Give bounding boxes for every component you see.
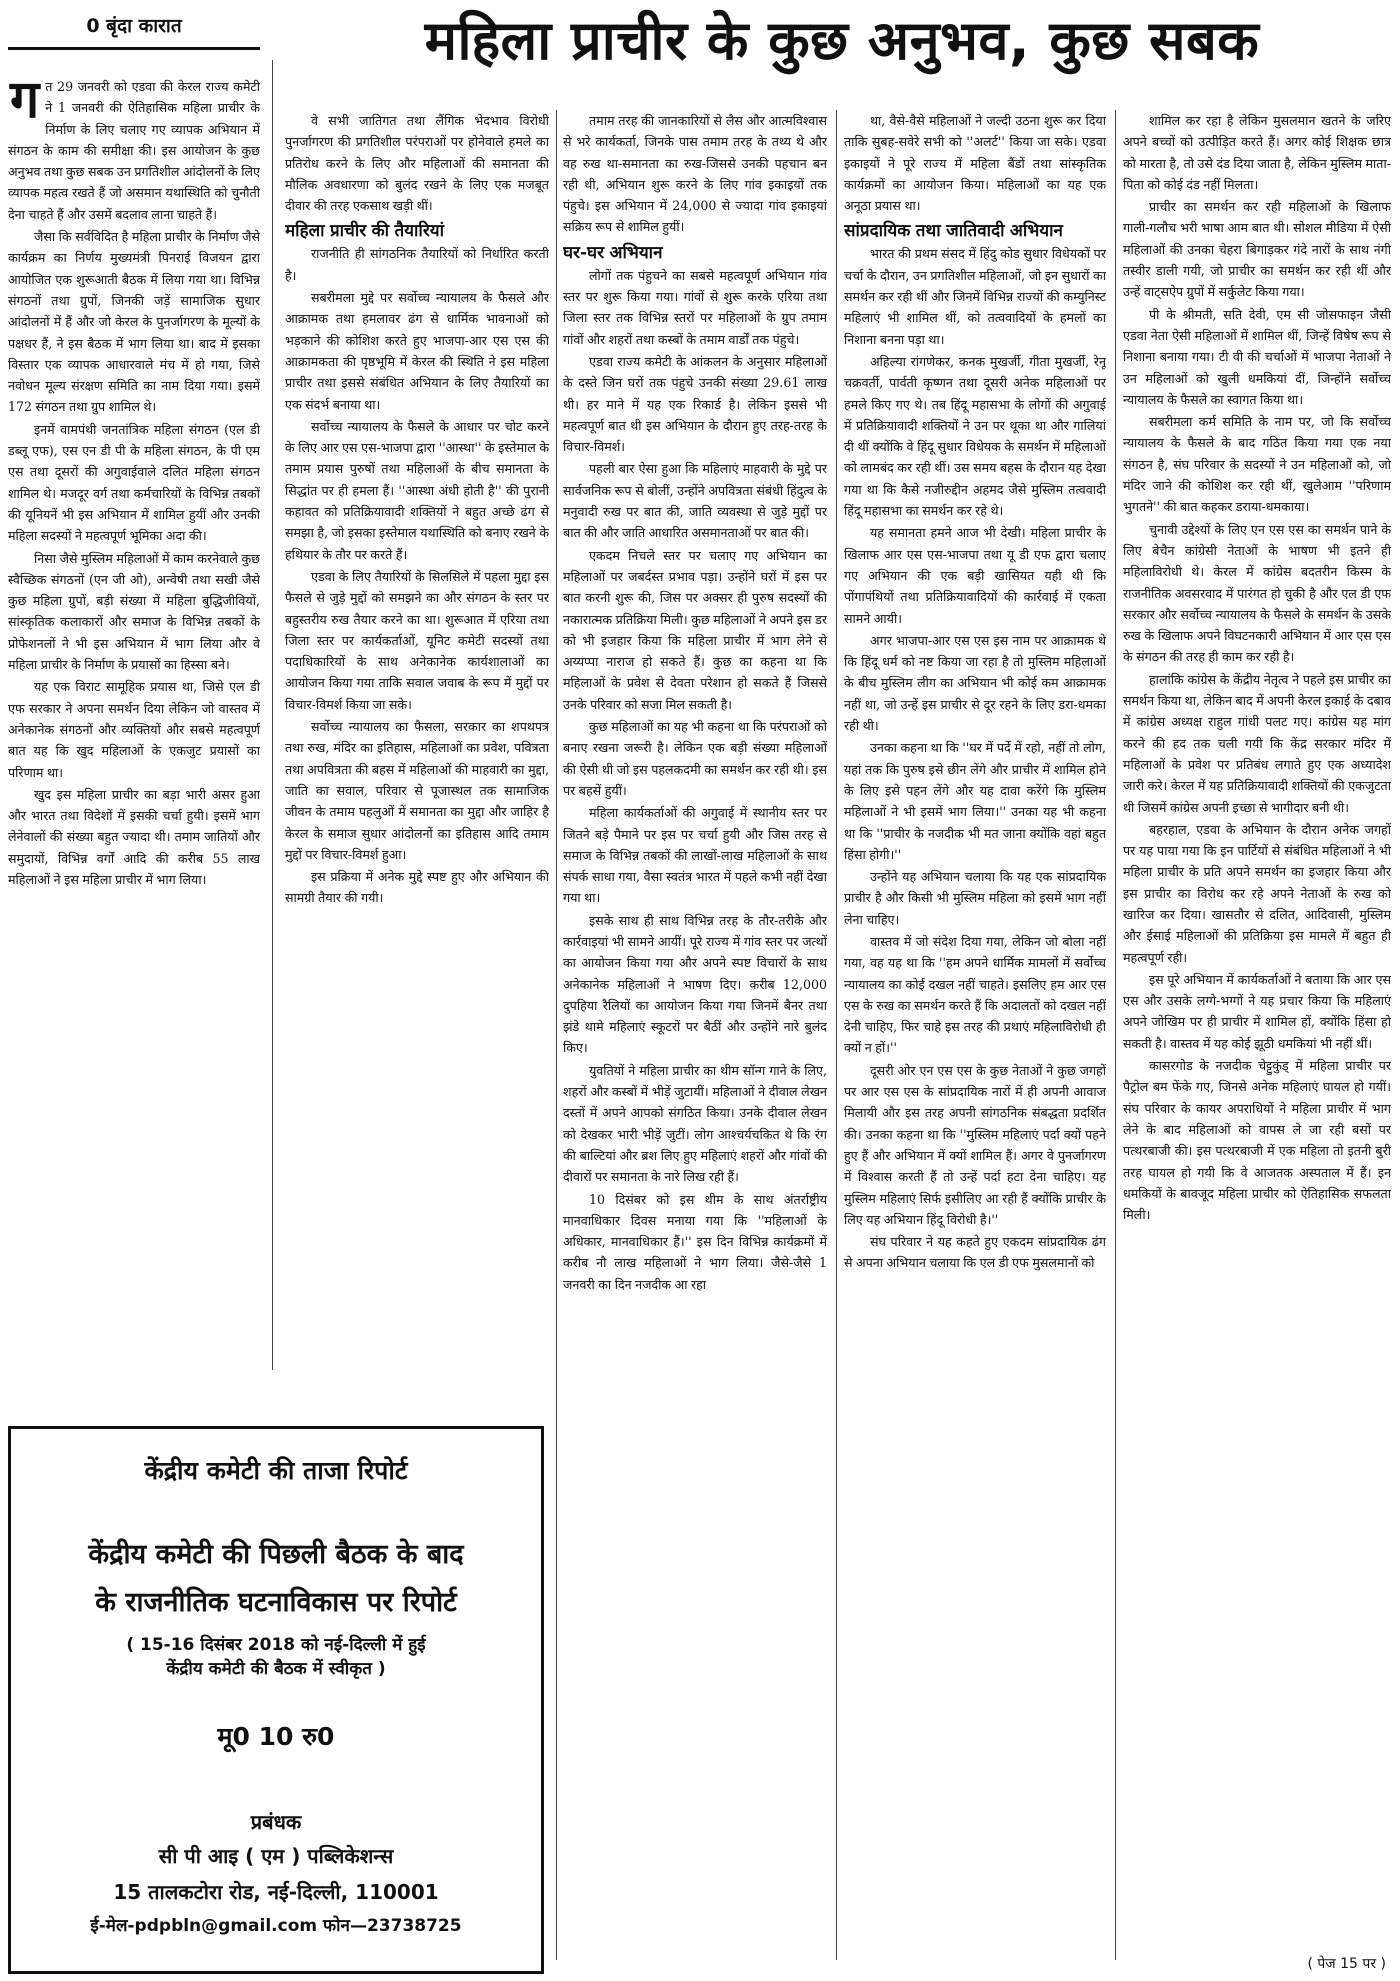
advert-date-line: केंद्रीय कमेटी की बैठक में स्वीकृत ) bbox=[166, 1659, 386, 1679]
paragraph: यह समानता हमने आज भी देखी। महिला प्राचीर के खिलाफ आर एस एस-भाजपा तथा यू डी एफ द्वारा चलाए गए अभियान की एक बड़ी खासियत यही थी कि पोंगापंथियों तथा प्रतिक्रियावादियों की कार्रवाई में एकता सामने आयी। bbox=[844, 525, 1106, 626]
paragraph: चुनावी उद्देश्यों के लिए एन एस एस का समर्थन पाने के लिए बेचैन कांग्रेसी नेताओं के भाषण भी इतने ही महिलाविरोधी थे। केरल में कांग्रेस बदतरीन किस्म के राजनीतिक अवसरवाद में पारंगत हो चुकी है और एल डी एफ सरकार और सर्वोच्च न्यायालय के फैसले के समर्थन के उसके रुख के खिलाफ अपने विघटनकारी अभियान में आर एस एस के संगठन की तरह ही काम कर रही है। bbox=[1123, 521, 1391, 665]
section-subheading: घर-घर अभियान bbox=[563, 242, 663, 263]
paragraph: वास्तव में जो संदेश दिया गया, लेकिन जो बोला नहीं गया, वह यह था कि ''हम अपने धार्मिक मामलों में सर्वोच्च न्यायालय का कोई दखल नहीं चाहते। इसलिए हम आर एस एस के रुख का समर्थन करते हैं कि अदालतों को दखल नहीं देनी चाहिए, फिर चाहे इस तरह की प्रथाएं महिलाविरोधी ही क्यों न हों।'' bbox=[844, 933, 1106, 1056]
article-column-3 bbox=[563, 110, 827, 1980]
paragraph: शामिल कर रहा है लेकिन मुसलमान खतने के जरिए अपने बच्चों को उत्पीड़ित करते हैं। अगर कोई शिक्षक छात्र को मारता है, तो उसे दंड दिया जाता है, लेकिन मुस्लिम माता-पिता को कोई दंड नहीं मिलता। bbox=[1123, 113, 1391, 192]
paragraph: सर्वोच्च न्यायालय के फैसले के आधार पर चोट करने के लिए आर एस एस-भाजपा द्वारा ''आस्था'' के इस्तेमाल के तमाम प्रयास पुरुषों तथा महिलाओं के बीच समानता के सिद्धांत पर ही हमला हैं। ''आस्था अंधी होती है'' की पुरानी कहावत को प्रतिक्रियावादी शक्तियों ने बहुत अच्छे ढंग से समझा है, जो इसका इस्तेमाल यथास्थिति को बनाए रखने के हथियार के तौर पर करते हैं। bbox=[285, 418, 549, 562]
paragraph: पी के श्रीमती, सति देवी, एम सी जोसफाइन जैसी एडवा नेता ऐसी महिलाओं में शामिल थीं, जिन्हें विषेष रूप से निशाना बनाया गया। टी वी की चर्चाओं में भाजपा नेताओं ने उन महिलाओं को खुली धमकियां दीं, जिन्होंने सर्वोच्च न्यायालय के फैसले का स्वागत किया था। bbox=[1123, 306, 1391, 407]
advert-contact: ई-मेल-pdpbln@gmail.com फोन—23738725 bbox=[90, 1916, 462, 1936]
advert-price: मू0 10 रु0 bbox=[217, 1722, 335, 1751]
paragraph: भारत की प्रथम संसद में हिंदु कोड सुधार विधेयकों पर चर्चा के दौरान, उन प्रगतिशील महिलाओं, जो इन सुधारों का समर्थन कर रही थीं और जिनमें विभिन्न राज्यों की कम्युनिस्ट महिलाएं भी शामिल थीं, को तत्ववादियों के हमलों का निशाना बनना पड़ा था। bbox=[844, 246, 1106, 347]
paragraph: इस प्रक्रिया में अनेक मुद्दे स्पष्ट हुए और अभियान की सामग्री तैयार की गयी। bbox=[285, 869, 549, 906]
section-subheading: महिला प्राचीर की तैयारियां bbox=[285, 221, 445, 242]
article-column-4 bbox=[844, 110, 1106, 1980]
paragraph: राजनीति ही सांगठनिक तैयारियों को निर्धारित करती है। bbox=[285, 246, 549, 283]
advert-report-line: केंद्रीय कमेटी की पिछली बैठक के बाद bbox=[88, 1539, 464, 1570]
paragraph: इनमें वामपंथी जनतांत्रिक महिला संगठन (एल डी डब्लू एफ), एस एन डी पी के महिला संगठन, के पी एम एस तथा दूसरों की अगुवाईवाले दलित महिला संगठन शामिल थे। मजदूर वर्ग तथा कर्मचारियों के विभिन्न तबकों की यूनियनें भी इस अभियान में शामिल हुयीं और उनकी महिला सदस्यों ने महत्वपूर्ण भूमिका अदा की। bbox=[8, 421, 260, 544]
paragraph: कुछ महिलाओं का यह भी कहना था कि परंपराओं को बनाए रखना जरूरी है। लेकिन एक बड़ी संख्या महिलाओं की ऐसी थी जो इस पहलकदमी का समर्थन कर रही थी। इस पर बहसें हुयीं। bbox=[563, 719, 827, 798]
paragraph: इस पूरे अभियान में कार्यकर्ताओं ने बताया कि आर एस एस और उसके लग्गे-भग्गों ने यह प्रचार किया कि महिलाएं अपने जोखिम पर ही प्राचीर में शामिल हों, क्योंकि हिंसा हो सकती है। वास्तव में यह कोई झूठी धमकियां भी नहीं थीं। bbox=[1123, 971, 1391, 1051]
section-subheading: सांप्रदायिक तथा जातिवादी अभियान bbox=[844, 221, 1063, 242]
continued-on-page: ( पेज 15 पर ) bbox=[1307, 1956, 1386, 1972]
paragraph: यह एक विराट सामूहिक प्रयास था, जिसे एल डी एफ सरकार ने अपना समर्थन दिया लेकिन जो वास्तव में अनेकानेक संगठनों और व्यक्तियों और सबसे महत्वपूर्ण बात यह कि खुद महिलाओं के एकजुट प्रयासों का परिणाम था। bbox=[8, 679, 260, 780]
advert-date-note bbox=[11, 1633, 541, 1681]
paragraph: अगर भाजपा-आर एस एस इस नाम पर आक्रामक थे कि हिंदू धर्म को नष्ट किया जा रहा है तो मुस्लिम महिलाओं के बीच मुस्लिम लीग का अभियान भी कोई कम आक्रामक नहीं था, जो उन्हें इस प्राचीर से दूर रहने के लिए डरा-धमका रही थी। bbox=[844, 632, 1106, 734]
paragraph: कासरगोड के नजदीक चेट्टुकुंड् में महिला प्राचीर पर पैट्रोल बम फेंके गए, जिनसे अनेक महिलाएं घायल हो गयीं। संघ परिवार के कायर अपराधियों ने महिला प्राचीर में भाग लेने के बाद महिलाओं को वापस ले जा रही बसों पर पत्थरबाजी की। इस पत्थरबाजी में एक महिला तो इतनी बुरी तरह घायल हो गयी कि वे आजतक अस्पताल में हैं। इन धमकियों के बावजूद महिला प्राचीर को ऐतिहासिक सफलता मिली। bbox=[1123, 1058, 1391, 1223]
paragraph: एडवा राज्य कमेटी के आंकलन के अनुसार महिलाओं के दस्ते जिन घरों तक पंहुचे उनकी संख्या 29.61 लाख थी। हर माने में यह एक रिकार्ड है। लेकिन इससे भी महत्वपूर्ण बात थी इस अभियान के दौरान हुए तरह-तरह के विचार-विमर्श। bbox=[563, 353, 827, 455]
paragraph: गत 29 जनवरी को एडवा की केरल राज्य कमेटी ने 1 जनवरी की ऐतिहासिक महिला प्राचीर के निर्माण के लिए चलाए गए व्यापक अभियान में संगठन के काम की समीक्षा की। इस आयोजन के कुछ अनुभव तथा कुछ सबक उन प्रगतिशील आंदोलनों के लिए व्यापक महत्व रखते हैं जो असमान यथास्थिति को चुनौती देना चाहते हैं और उसमें बदलाव लाना चाहते हैं। bbox=[8, 76, 260, 222]
article-headline: महिला प्राचीर के कुछ अनुभव, कुछ सबक bbox=[424, 9, 1260, 72]
paragraph: अहिल्या रांगणेकर, कनक मुखर्जी, गीता मुखर्जी, रेनू चक्रवर्ती, पार्वती कृष्णन तथा दूसरी अनेक महिलाओं पर हमले किए गए थे। तब हिंदू महासभा के लोगों की अगुवाई में प्रतिक्रियावादी शक्तियों ने उन पर थूका था और गालियां दी थीं क्योंकि वे हिंदू सुधार विधेयक के समर्थन में महिलाओं को लामबंद कर रही थीं। उस समय बहस के दौरान यह देखा गया था कि कैसे नजीरुद्दीन अहमद जैसे मुस्लिम तत्ववादी हिंदू महासभा का समर्थन कर रहे थे। bbox=[844, 353, 1106, 519]
advert-address: 15 तालकटोरा रोड, नई-दिल्ली, 110001 bbox=[113, 1880, 439, 1904]
advert-manager bbox=[11, 1805, 541, 1873]
paragraph: बहरहाल, एडवा के अभियान के दौरान अनेक जगहों पर यह पाया गया कि इन पार्टियों से संबंधित महिलाओं ने भी महिला प्राचीर के प्रति अपने समर्थन का इजहार किया और इस प्राचीर का विरोध कर रहे अपने नेताओं के रुख को खारिज कर दिया। खासतौर से दलित, आदिवासी, मुस्लिम और ईसाई महिलाओं की प्रतिक्रिया इस मामले में बहुत ही महत्वपूर्ण रही। bbox=[1123, 821, 1391, 965]
drop-cap: ग bbox=[10, 76, 40, 130]
paragraph: तमाम तरह की जानकारियों से लैस और आत्मविश्वास से भरे कार्यकर्ता, जिनके पास तमाम तरह के तथ्य थे और वह रुख था-समानता का रुख-जिससे उनकी पहचान बन रही थी, अभियान शुरू करने के लिए गांव इकाइयों तक पंहुचे। इस अभियान में 24,000 से ज्यादा गांव इकाइयां सक्रिय रूप से शामिल हुयीं। bbox=[563, 113, 827, 235]
paragraph: इसके साथ ही साथ विभिन्न तरह के तौर-तरीके और कार्रवाइयां भी सामने आयीं। पूरे राज्य में गांव स्तर पर जत्थों का आयोजन किया गया और अपने स्पष्ट विचारों के साथ अनेकानेक महिलाओं ने भाषण दिए। करीब 12,000 दुपहिया रैलियों का आयोजन किया गया जिनमें बैनर तथा झंडे थामे महिलाएं स्कूटरों पर बैठीं और उन्होंने नारे बुलंद किए। bbox=[563, 912, 827, 1056]
advert-report-line: के राजनीतिक घटनाविकास पर रिपोर्ट bbox=[95, 1587, 457, 1618]
advert-date-line: ( 15-16 दिसंबर 2018 को नई-दिल्ली में हुई bbox=[126, 1635, 426, 1655]
paragraph: लोगों तक पंहुचने का सबसे महत्वपूर्ण अभियान गांव स्तर पर शुरू किया गया। गांवों से शुरू करके एरिया तथा जिला स्तर तक विभिन्न स्तरों पर महिलाओं के ग्रुप तमाम गांवों और शहरों तथा कस्बों के तमाम वार्डों तक पंहुचे। bbox=[563, 267, 827, 347]
paragraph: खुद इस महिला प्राचीर का बड़ा भारी असर हुआ और भारत तथा विदेशों में इसकी चर्चा हुयी। इसमें भाग लेनेवालों की संख्या बहुत ज्यादा थी। तमाम जातियों और समुदायों, विभिन्न वर्गों आदि की करीब 55 लाख महिलाओं ने इस महिला प्राचीर में भाग लिया। bbox=[8, 786, 260, 887]
paragraph: था, वैसे-वैसे महिलाओं ने जल्दी उठना शुरू कर दिया ताकि सुबह-सवेरे सभी को ''अलर्ट'' किया जा सके। एडवा इकाइयों ने पूरे राज्य में महिला बैंडों तथा सांस्कृतिक कार्यक्रमों का आयोजन किया। महिलाओं का यह एक अनूठा प्रयास था। bbox=[844, 113, 1106, 214]
paragraph: सर्वोच्च न्यायालय का फैसला, सरकार का शपथपत्र तथा रुख, मंदिर का इतिहास, महिलाओं का प्रवेश, पवित्रता तथा अपवित्रता की बहस में महिलाओं की माहवारी का मुद्दा, जाति का सवाल, परिवार से पूजास्थल तक सामाजिक जीवन के तमाम पहलुओं में समानता का मुद्दा और जाहिर है केरल के समाज सुधार आंदोलनों का इतिहास आदि तमाम मुद्दों पर विचार-विमर्श हुआ। bbox=[285, 719, 549, 862]
advert-report-title bbox=[11, 1531, 541, 1627]
column-rule bbox=[836, 110, 837, 1960]
paragraph: निसा जैसे मुस्लिम महिलाओं में काम करनेवाले कुछ स्वैच्छिक संगठनों (एन जी ओ), अन्वेषी तथा सखी जैसे कुछ महिला ग्रुपों, बड़ी संख्या में महिला बुद्धिजीवियों, सांस्कृतिक कलाकारों और समाज के विभिन्न तबकों के प्रोफेशनलों ने भी इस अभियान में भाग लिया और वे महिला प्राचीर के निर्माण के प्रयासों का हिस्सा बने। bbox=[8, 550, 260, 673]
paragraph: सबरीमला मुद्दे पर सर्वोच्च न्यायालय के फैसले और आक्रामक तथा हमलावर ढंग से धार्मिक भावनाओं को भड़काने की कोशिश करते हुए भाजपा-आर एस एस की आक्रामकता की पृष्ठभूमि में केरल की स्थिति ने इस महिला प्राचीर तथा इससे संबंधित अभियान के लिए तैयारियों का एक संदर्भ बनाया था। bbox=[285, 290, 549, 412]
paragraph: एकदम निचले स्तर पर चलाए गए अभियान का महिलाओं पर जबर्दस्त प्रभाव पड़ा। उन्होंने घरों में इस पर बात करनी शुरू की, जिस पर अक्सर ही पुरुष सदस्यों की नकारात्मक प्रतिक्रिया मिली। कुछ महिलाओं ने अपने इस डर को भी इजहार किया कि महिला प्राचीर में भाग लेने से अय्यप्पा नाराज हो सकते हैं। कुछ का कहना था कि महिलाओं के प्रवेश से देवता परेशान हो सकते हैं जिससे उनके परिवार को सजा मिल सकती है। bbox=[563, 547, 827, 712]
paragraph: उनका कहना था कि ''घर में पर्दे में रहो, नहीं तो लोग, यहां तक कि पुरुष इसे छीन लेंगे और प्राचीर में शामिल होने के लिए इसे पहन लेंगे और यह दावा करेंगे कि मुस्लिम महिलाओं ने भी इसमें भाग लिया।'' उनका यह भी कहना था कि ''प्राचीर के नजदीक भी मत जाना क्योंकि वहां बहुत हिंसा होगी।'' bbox=[844, 740, 1106, 862]
paragraph: उन्होंने यह अभियान चलाया कि यह एक सांप्रदायिक प्राचीर है और किसी भी मुस्लिम महिला को इसमें भाग नहीं लेना चाहिए। bbox=[844, 869, 1106, 927]
paragraph: वे सभी जातिगत तथा लैंगिक भेदभाव विरोधी पुनर्जागरण की प्रगतिशील परंपराओं पर होनेवाले हमले का प्रतिरोध करने के लिए और महिलाओं की समानता की मौलिक अवधारणा को बुलंद रखने के लिए एक मजबूत दीवार की तरह एकसाथ खड़ी थीं। bbox=[285, 113, 549, 214]
paragraph: युवतियों ने महिला प्राचीर का थीम सॉन्ग गाने के लिए, शहरों और कस्बों में भीड़ें जुटायीं। महिलाओं ने दीवाल लेखन दस्तों में अपने आपको संगठित किया। उनके दीवाल लेखन को देखकर भारी भीड़ें जुटीं। लोग आश्चर्यचकित थे कि रंग की बाल्टियां और ब्रश लिए हुए महिलाएं शहरों और गांवों की दीवारों पर समानता के नारे लिख रही हैं। bbox=[563, 1062, 827, 1185]
paragraph: प्राचीर का समर्थन कर रही महिलाओं के खिलाफ गाली-गलौच भरी भाषा आम बात थी। सोशल मीडिया में ऐसी महिलाओं की उनका चेहरा बिगाड़कर गंदे नारों के साथ नंगी तस्वीर डाली गयी, जो प्राचीर का समर्थन कर रही थीं और उन्हें वाट्सऐप ग्रुपों में सर्कुलेट किया गया। bbox=[1123, 199, 1391, 300]
column-rule bbox=[556, 110, 557, 1960]
paragraph: जैसा कि सर्वविदित है महिला प्राचीर के निर्माण जैसे कार्यक्रम का निर्णय मुख्यमंत्री पिनराई विजयन द्वारा आयोजित एक शुरूआती बैठक में लिया गया था। विभिन्न संगठनों तथा ग्रुपों, जिनकी जड़ें सामाजिक सुधार आंदोलनों में हैं और जो केरल के पुनर्जागरण के मूल्यों के पक्षधर हैं, ने इस बैठक में भाग लिया था। बाद में इसका विस्तार एक व्यापक आधारवाले मंच में हो गया, जिसे नवोधन मूल्य संरक्षण समिति का नाम दिया गया। इसमें 172 संगठन तथा ग्रुप शामिल थे। bbox=[8, 229, 260, 415]
paragraph: पहली बार ऐसा हुआ कि महिलाएं माहवारी के मुद्दे पर सार्वजनिक रूप से बोलीं, उन्होंने अपवित्रता संबंधी हिंदुत्व के मनुवादी रुख पर बात की, जाति व्यवस्था से जुड़े मुद्दों पर बात की और जाति आधारित असमानताओं पर बात की। bbox=[563, 461, 827, 541]
advert-publisher: सी पी आइ ( एम ) पब्लिकेशन्स bbox=[158, 1844, 394, 1868]
article-column-1 bbox=[8, 76, 260, 1426]
paragraph: हालांकि कांग्रेस के केंद्रीय नेतृत्व ने पहले इस प्राचीर का समर्थन किया था, लेकिन बाद में अपनी केरल इकाई के दबाव में कांग्रेस अध्यक्ष राहुल गांधी पलट गए। कांग्रेस यह मांग करने की हद तक चली गयी कि केंद्र सरकार मंदिर में महिलाओं के प्रवेश पर प्रतिबंध लगाते हुए एक अध्यादेश जारी करे। केरल में यह प्रतिक्रियावादी शक्तियों की एकजुटता थी जिसमें कांग्रेस अपनी इच्छा से भागीदार बनी थी। bbox=[1123, 671, 1391, 815]
paragraph: महिला कार्यकर्ताओं की अगुवाई में स्थानीय स्तर पर जितने बड़े पैमाने पर इस पर चर्चा हुयी और जिस तरह से समाज के विभिन्न तबकों की लाखों-लाख महिलाओं के साथ संपर्क साधा गया, वैसा स्वतंत्र भारत में पहले कभी नहीं देखा गया था। bbox=[563, 805, 827, 906]
paragraph: संघ परिवार ने यह कहते हुए एकदम सांप्रदायिक ढंग से अपना अभियान चलाया कि एल डी एफ मुसलमानों को bbox=[844, 1234, 1106, 1271]
author-byline: 0 बृंदा कारात bbox=[8, 6, 260, 50]
advert-manager-label: प्रबंधक bbox=[250, 1810, 302, 1834]
article-column-2 bbox=[285, 110, 549, 1510]
column-rule bbox=[272, 60, 273, 1370]
paragraph: एडवा के लिए तैयारियों के सिलसिले में पहला मुद्दा इस फैसले से जुड़े मुद्दों को समझने का और संगठन के स्तर पर बहुस्तरीय रुख तैयार करने का था। शुरूआत में एरिया तथा जिला स्तर पर कार्यकर्ताओं, यूनिट कमेटी सदस्यों तथा पदाधिकारियों के साथ अनेकानेक कार्यशालाओं का आयोजन किया गया ताकि सवाल जवाब के रूप में मुद्दों पर विचार-विमर्श किया जा सके। bbox=[285, 568, 549, 712]
article-column-5 bbox=[1123, 110, 1391, 1970]
column-rule bbox=[1115, 110, 1116, 1960]
paragraph: सबरीमला कर्म समिति के नाम पर, जो कि सर्वोच्च न्यायालय के फैसले के बाद गठित किया गया एक नया संगठन है, संघ परिवार के सदस्यों ने उन महिलाओं को, जो मंदिर जाने की कोशिश कर रही थीं, खुलेआम ''परिणाम भुगतने'' की बात कहकर डराया-धमकाया। bbox=[1123, 414, 1391, 515]
advert-title: केंद्रीय कमेटी की ताजा रिपोर्ट bbox=[144, 1456, 408, 1485]
publication-advert-box bbox=[8, 1426, 544, 1974]
paragraph: दूसरी ओर एन एस एस के कुछ नेताओं ने कुछ जगहों पर आर एस एस के सांप्रदायिक नारों में ही अपनी आवाज मिलायी और इस तरह अपनी सांगठनिक संबद्धता प्रदर्शित की। उनका कहना था कि ''मुस्लिम महिलाएं पर्दा क्यों पहने हुए हैं और अभियान में क्यों शामिल हैं। अगर वे पुनर्जागरण में विश्वास करती हैं तो उन्हें पर्दा हटा देना चाहिए। यह मुस्लिम महिलाएं सिर्फ इसीलिए आ रही हैं क्योंकि प्राचीर के लिए यह अभियान हिंदू विरोधी है।'' bbox=[844, 1062, 1106, 1227]
paragraph: 10 दिसंबर को इस थीम के साथ अंतर्राष्ट्रीय मानवाधिकार दिवस मनाया गया कि ''महिलाओं के अधिकार, मानवाधिकार हैं।'' इस दिन विभिन्न कार्यक्रमों में करीब नौ लाख महिलाओं ने भाग लिया। जैसे-जैसे 1 जनवरी का दिन नजदीक आ रहा bbox=[563, 1191, 827, 1292]
